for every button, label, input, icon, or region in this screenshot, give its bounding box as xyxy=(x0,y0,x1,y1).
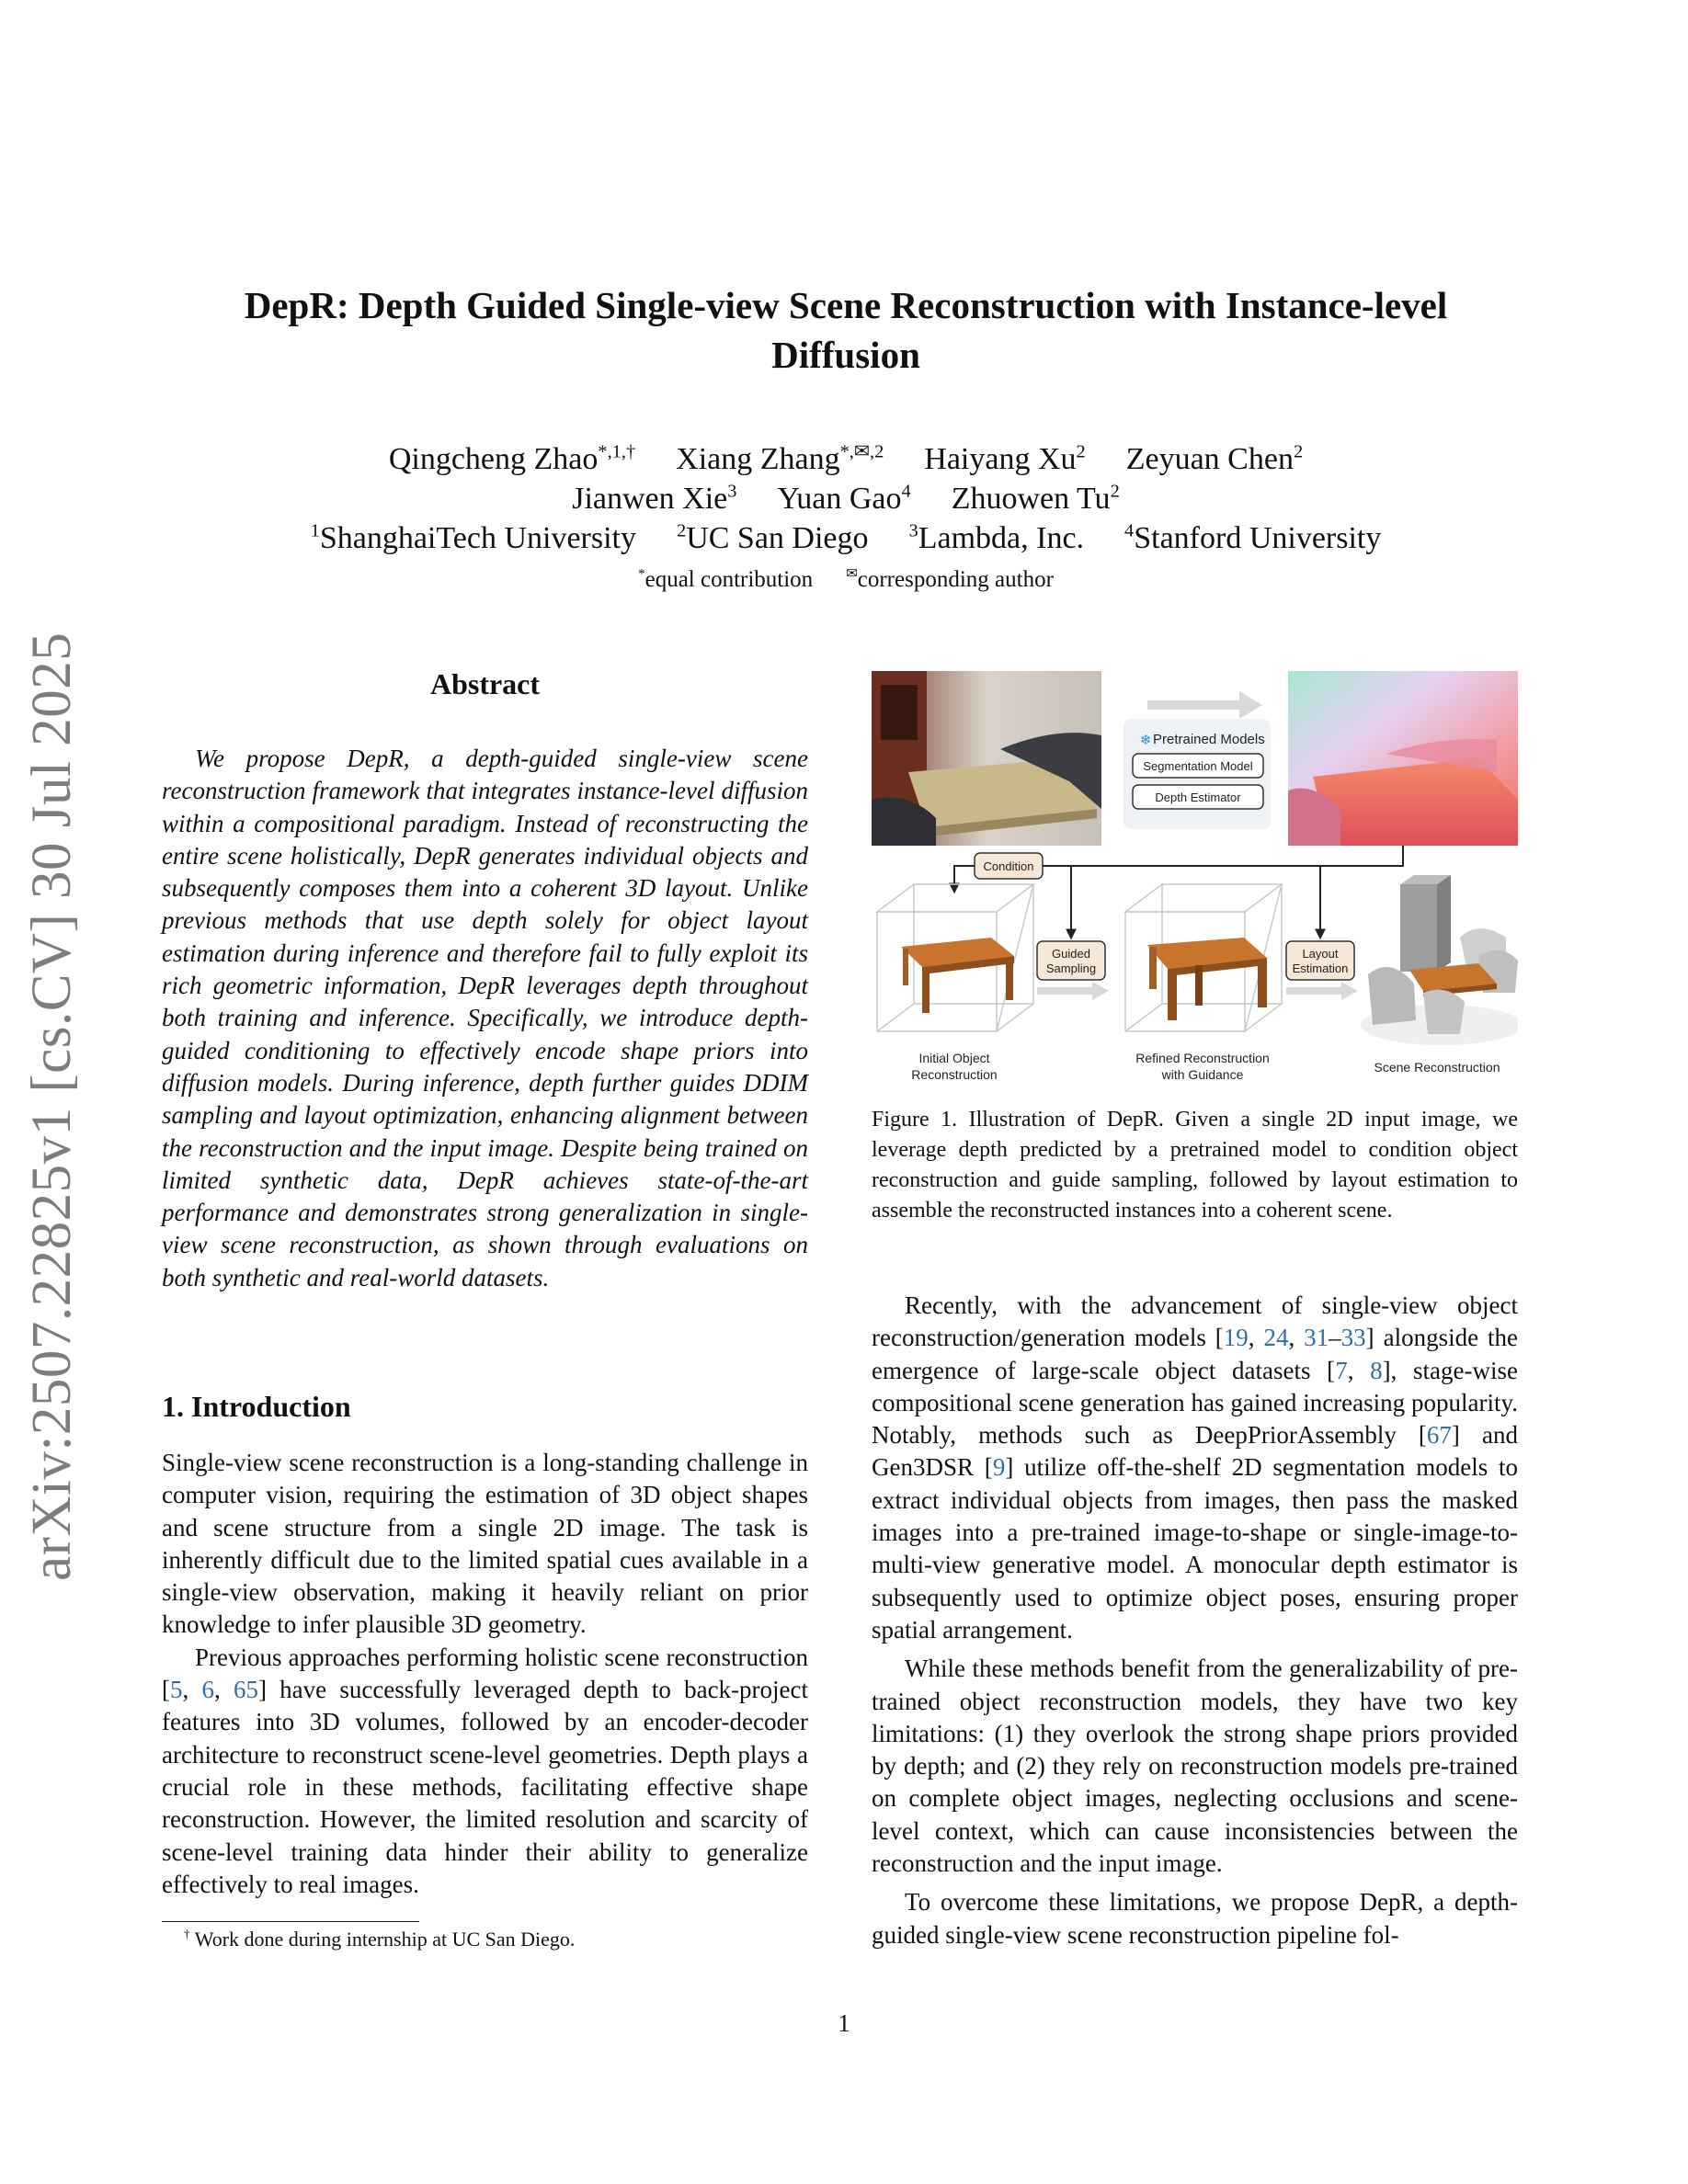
citation-link[interactable]: 33 xyxy=(1340,1324,1366,1352)
footnote-text: Work done during internship at UC San Diego. xyxy=(189,1928,576,1951)
author-name: Zeyuan Chen xyxy=(1125,442,1294,476)
author-sup: 2 xyxy=(1076,441,1086,462)
affil-sup: 4 xyxy=(1124,520,1135,541)
author-sup: *,✉,2 xyxy=(839,441,884,462)
affiliation: Lambda, Inc. xyxy=(918,521,1085,555)
corr-sup: ✉ xyxy=(846,566,858,582)
refined-label-1: Refined Reconstruction xyxy=(1135,1051,1270,1065)
author-name: Yuan Gao xyxy=(777,482,902,516)
depth-map xyxy=(1288,671,1518,846)
author-row-1 xyxy=(147,439,1545,479)
text-run: ] have successfully leveraged depth to back-project features into 3D volumes, followed by an encoder-decoder architecture to reconstruct scene-level geometries. Depth plays a crucial role in these methods, facilitating effective shape reconstruction. However, the limited resolution and scarcity of scene-level training data hinder their ability to generalize effectively to real images. xyxy=(162,1676,809,1898)
right-paragraph-2: While these methods benefit from the generalizability of pre-trained object reconstruction models, they have two key limitations: (1) they overlook the strong shape priors provided by depth; and (2) they rely on reconstruction models pre-trained on complete object images, neglecting occlusions and scene-level context, which can cause inconsistencies between the reconstruction and the input image. xyxy=(872,1655,1518,1878)
text-run: – xyxy=(1329,1324,1341,1352)
condition-label: Condition xyxy=(983,859,1034,873)
initial-label-2: Reconstruction xyxy=(911,1067,998,1082)
page-number: 1 xyxy=(838,2009,850,2037)
footnote xyxy=(184,1928,575,1951)
text-run: ] and Gen3DSR [ xyxy=(872,1421,1518,1482)
citation-link[interactable]: 6 xyxy=(201,1676,214,1704)
title-line-2: Diffusion xyxy=(771,334,920,376)
footnote-sup: † xyxy=(184,1927,190,1941)
text-run: ] alongside the emergence of large-scale object datasets [ xyxy=(872,1324,1519,1384)
intro-paragraph-1: Single-view scene reconstruction is a long-standing challenge in computer vision, requiring the estimation of 3D object shapes and scene structure from a single 2D image. The task is inherently difficult due to the limited spatial cues available in a single-view observation, making it heavily reliant on prior knowledge to infer plausible 3D geometry. xyxy=(162,1449,808,1639)
citation-link[interactable]: 8 xyxy=(1370,1356,1383,1384)
refined-table xyxy=(1147,938,1267,1020)
figure-1-diagram xyxy=(872,671,1518,1103)
author-notes xyxy=(147,560,1545,599)
citation-link[interactable]: 67 xyxy=(1426,1421,1452,1450)
top-arrow xyxy=(1147,691,1262,719)
equal-sup: * xyxy=(638,566,645,582)
text-run: , xyxy=(1288,1324,1305,1352)
figure-1 xyxy=(872,671,1518,1103)
text-run: , xyxy=(213,1676,234,1704)
corr-note: corresponding author xyxy=(857,567,1054,592)
author-sup: 4 xyxy=(901,481,911,502)
author-name: Xiang Zhang xyxy=(676,442,840,476)
refined-label-2: with Guidance xyxy=(1161,1067,1244,1082)
text-run: Recently, with the advancement of single-view object reconstruction/generation models [ xyxy=(872,1291,1518,1352)
layout-estimation-label-1: Layout xyxy=(1302,947,1339,961)
citation-link[interactable]: 19 xyxy=(1223,1324,1249,1352)
affil-sup: 3 xyxy=(908,520,918,541)
arxiv-stamp: arXiv:2507.22825v1 [cs.CV] 30 Jul 2025 xyxy=(21,631,83,1581)
affiliation-row xyxy=(147,518,1545,558)
citation-link[interactable]: 7 xyxy=(1335,1356,1348,1384)
abstract-heading: Abstract xyxy=(429,667,541,700)
snowflake-icon: ❄ xyxy=(1140,733,1152,748)
author-name: Jianwen Xie xyxy=(572,482,728,516)
text-run: , xyxy=(182,1676,202,1704)
affil-sup: 1 xyxy=(310,520,320,541)
layout-estimation-label-2: Estimation xyxy=(1292,961,1349,975)
footnote-rule xyxy=(162,1921,419,1922)
citation-link[interactable]: 65 xyxy=(233,1676,258,1704)
figure-1-caption: Figure 1. Illustration of DepR. Given a single 2D input image, we leverage depth predicted by a pretrained model to condition object reconstruction and guide sampling, followed by layout estimation to assemble the reconstructed instances into a coherent scene. xyxy=(872,1108,1518,1223)
citation-link[interactable]: 31 xyxy=(1304,1324,1329,1352)
right-paragraph-1 xyxy=(872,1290,1518,1646)
author-name: Qingcheng Zhao xyxy=(388,442,599,476)
pretrained-models-panel xyxy=(1123,719,1271,829)
affiliation: Stanford University xyxy=(1134,521,1382,555)
paper-title xyxy=(147,280,1545,380)
author-name: Zhuowen Tu xyxy=(951,482,1111,516)
author-sup: *,1,† xyxy=(598,441,636,462)
author-row-2 xyxy=(147,479,1545,518)
segmentation-label: Segmentation Model xyxy=(1143,759,1253,773)
depth-estimator-label: Depth Estimator xyxy=(1155,791,1241,804)
initial-label-1: Initial Object xyxy=(918,1051,990,1065)
intro-paragraph-2 xyxy=(162,1642,808,1901)
author-sup: 2 xyxy=(1293,441,1304,462)
intro-body xyxy=(162,1447,808,1901)
pretrained-label: Pretrained Models xyxy=(1153,732,1265,747)
affiliation: ShanghaiTech University xyxy=(319,521,636,555)
author-block xyxy=(147,439,1545,599)
author-sup: 2 xyxy=(1110,481,1120,502)
affil-sup: 2 xyxy=(676,520,687,541)
right-paragraph-3: To overcome these limitations, we propose DepR, a depth-guided single-view scene reconstruction pipeline fol- xyxy=(872,1888,1518,1949)
scene-label: Scene Reconstruction xyxy=(1374,1060,1500,1075)
author-sup: 3 xyxy=(727,481,737,502)
author-name: Haiyang Xu xyxy=(924,442,1077,476)
input-photo xyxy=(872,671,1101,846)
right-column-body xyxy=(872,1290,1518,1951)
guided-sampling-label-2: Sampling xyxy=(1045,961,1097,975)
text-run: Previous approaches performing holistic scene reconstruction [ xyxy=(162,1643,808,1704)
abstract-text: We propose DepR, a depth-guided single-view scene reconstruction framework that integrates instance-level diffusion within a compositional paradigm. Instead of reconstructing the entire scene holistically, DepR generates individual objects and subsequently composes them into a coherent 3D layout. Unlike previous methods that use depth solely for object layout estimation during inference and therefore fail to fully exploit its rich geometric information, DepR leverages depth throughout both training and inference. Specifically, we introduce depth-guided conditioning to effectively encode shape priors into diffusion models. During inference, depth further guides DDIM sampling and layout optimization, enhancing alignment between the reconstruction and the input image. Despite being trained on limited synthetic data, DepR achieves state-of-the-art performance and demonstrates strong generalization in single-view scene reconstruction, as shown through evaluations on both synthetic and real-world datasets. xyxy=(162,745,808,1291)
citation-link[interactable]: 9 xyxy=(992,1453,1006,1482)
affiliation: UC San Diego xyxy=(686,521,869,555)
title-line-1: DepR: Depth Guided Single-view Scene Reconstruction with Instance-level xyxy=(244,284,1448,326)
text-run: ] utilize off-the-shelf 2D segmentation models to extract individual objects from images, then pass the masked images into a pre-trained image-to-shape or single-image-to-multi-view generative model. A monocular depth estimator is subsequently used to optimize object poses, ensuring proper spatial arrangement. xyxy=(872,1453,1519,1644)
text-run: ], stage-wise compositional scene generation has gained increasing popularity. Notably, methods such as DeepPriorAssembly [ xyxy=(872,1356,1519,1450)
citation-link[interactable]: 24 xyxy=(1263,1324,1289,1352)
text-run: , xyxy=(1347,1356,1371,1384)
guided-sampling-label-1: Guided xyxy=(1052,947,1090,961)
scene-reconstruction xyxy=(1361,875,1518,1045)
intro-heading: 1. Introduction xyxy=(162,1390,351,1423)
text-run: , xyxy=(1248,1324,1264,1352)
equal-note: equal contribution xyxy=(644,567,814,592)
citation-link[interactable]: 5 xyxy=(170,1676,183,1704)
